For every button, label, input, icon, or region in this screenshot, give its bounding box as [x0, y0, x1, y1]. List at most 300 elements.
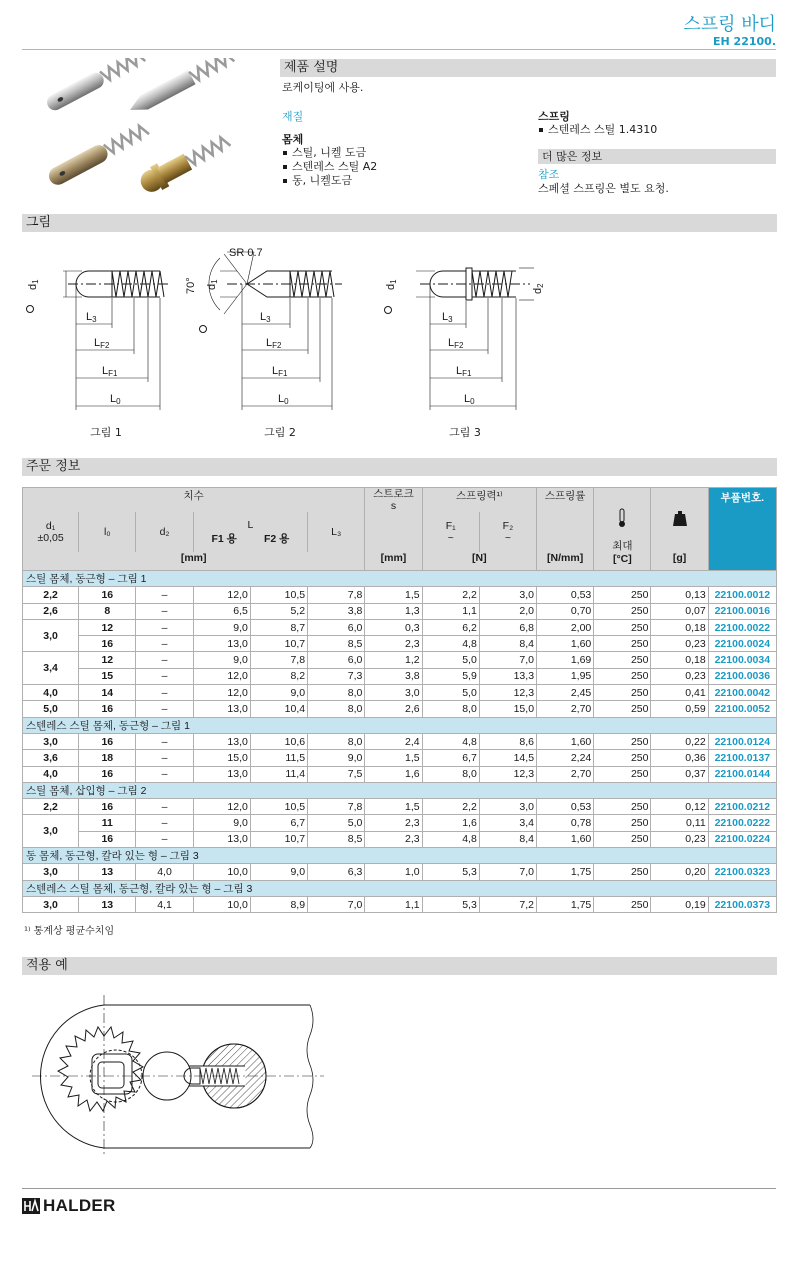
table-cell: 13	[79, 896, 136, 912]
group-title: 스틸 몸체, 동근형 – 그림 1	[23, 571, 777, 587]
table-cell: 0,41	[651, 685, 708, 701]
table-cell: 250	[594, 685, 651, 701]
table-cell: 8,0	[422, 701, 479, 717]
table-cell: 1,60	[537, 636, 594, 652]
table-cell: 10,5	[250, 799, 307, 815]
body-label: 몸체	[282, 133, 304, 146]
table-cell: 15,0	[193, 750, 250, 766]
table-cell: 5,3	[422, 896, 479, 912]
table-cell: 10,0	[193, 864, 250, 880]
svg-text:L3: L3	[442, 311, 453, 324]
part-number-cell[interactable]: 22100.0012	[708, 587, 776, 603]
table-cell: 5,0	[422, 685, 479, 701]
svg-text:LF2: LF2	[448, 337, 464, 350]
part-number-cell[interactable]: 22100.0022	[708, 619, 776, 635]
table-cell: 2,2	[23, 799, 79, 815]
table-cell: 2,0	[479, 603, 536, 619]
table-row	[23, 668, 777, 684]
halder-logo	[22, 1197, 116, 1215]
table-cell: 9,0	[308, 750, 365, 766]
rate-header: 스프링률	[537, 488, 594, 552]
table-cell: 10,4	[250, 701, 307, 717]
table-cell: –	[136, 668, 193, 684]
group-title: 스틸 몸체, 삽입형 – 그림 2	[23, 782, 777, 798]
table-cell: 5,0	[422, 652, 479, 668]
note-text: 스페셜 스프링은 별도 요청.	[538, 182, 669, 195]
svg-text:LF1: LF1	[456, 365, 472, 378]
part-number-cell[interactable]: 22100.0373	[708, 896, 776, 912]
table-row	[23, 766, 777, 782]
table-cell: 5,0	[23, 701, 79, 717]
table-cell: 0,70	[537, 603, 594, 619]
table-cell: 9,0	[250, 864, 307, 880]
table-cell: 12,3	[479, 766, 536, 782]
table-cell: 13,0	[193, 733, 250, 749]
table-cell: 250	[594, 733, 651, 749]
table-cell: 13,0	[193, 766, 250, 782]
table-cell: 3,8	[308, 603, 365, 619]
table-cell: 2,6	[365, 701, 422, 717]
group-title: 동 몸체, 동근형, 칼라 있는 형 – 그림 3	[23, 848, 777, 864]
table-cell: 250	[594, 896, 651, 912]
table-row	[23, 636, 777, 652]
table-cell: 3,6	[23, 750, 79, 766]
table-cell: 7,8	[308, 799, 365, 815]
table-cell: 2,3	[365, 636, 422, 652]
table-cell: –	[136, 685, 193, 701]
part-number-cell[interactable]: 22100.0024	[708, 636, 776, 652]
table-cell: 0,22	[651, 733, 708, 749]
table-cell: 6,7	[422, 750, 479, 766]
table-cell: 3,4	[23, 652, 79, 685]
table-cell: 250	[594, 652, 651, 668]
table-cell: 8,5	[308, 636, 365, 652]
table-cell: 1,75	[537, 864, 594, 880]
L-header: L F1 용 F2 용	[193, 512, 307, 552]
table-cell: 13,0	[193, 636, 250, 652]
list-item: 스틸, 니켈 도금	[282, 146, 377, 160]
table-cell: 8,4	[479, 831, 536, 847]
table-cell: 1,6	[422, 815, 479, 831]
table-cell: 250	[594, 603, 651, 619]
table-cell: 10,6	[250, 733, 307, 749]
table-cell: 16	[79, 587, 136, 603]
drawing-heading: 그림	[22, 214, 777, 232]
table-cell: 8,6	[479, 733, 536, 749]
table-cell: 1,5	[365, 750, 422, 766]
table-cell: 3,0	[23, 619, 79, 652]
table-cell: –	[136, 766, 193, 782]
svg-text:d1: d1	[385, 279, 398, 290]
footer-divider	[22, 1188, 776, 1189]
table-cell: 2,24	[537, 750, 594, 766]
table-cell: 7,5	[308, 766, 365, 782]
table-group-row	[23, 571, 777, 587]
svg-text:d1: d1	[27, 279, 40, 290]
table-cell: 3,0	[479, 799, 536, 815]
F2-header: F₂ ~	[479, 512, 536, 552]
table-cell: 0,53	[537, 587, 594, 603]
table-cell: 0,07	[651, 603, 708, 619]
table-cell: 7,8	[250, 652, 307, 668]
table-row	[23, 619, 777, 635]
table-cell: 0,18	[651, 619, 708, 635]
table-cell: 250	[594, 636, 651, 652]
table-cell: 8,0	[308, 701, 365, 717]
table-cell: 12,3	[479, 685, 536, 701]
table-row	[23, 587, 777, 603]
table-cell: 12,0	[193, 587, 250, 603]
table-cell: 0,11	[651, 815, 708, 831]
description-text: 로케이팅에 사용.	[282, 81, 364, 94]
table-cell: 16	[79, 636, 136, 652]
part-number-cell[interactable]: 22100.0124	[708, 733, 776, 749]
table-cell: 0,19	[651, 896, 708, 912]
table-cell: 10,5	[250, 587, 307, 603]
table-cell: 6,5	[193, 603, 250, 619]
list-item: 스텐레스 스틸 1.4310	[538, 123, 657, 137]
table-cell: 0,36	[651, 750, 708, 766]
table-cell: 1,2	[365, 652, 422, 668]
svg-text:LF1: LF1	[102, 365, 118, 378]
table-row	[23, 831, 777, 847]
table-row	[23, 733, 777, 749]
table-cell: 4,0	[136, 864, 193, 880]
table-group-row	[23, 848, 777, 864]
table-cell: 12	[79, 652, 136, 668]
svg-text:d1: d1	[206, 279, 219, 290]
part-number-cell[interactable]: 22100.0323	[708, 864, 776, 880]
table-cell: 1,95	[537, 668, 594, 684]
table-group-row	[23, 880, 777, 896]
weight-icon	[651, 488, 708, 552]
table-cell: 13	[79, 864, 136, 880]
product-photo	[30, 58, 260, 203]
table-cell: 2,70	[537, 701, 594, 717]
table-cell: 16	[79, 831, 136, 847]
table-cell: –	[136, 815, 193, 831]
table-cell: 250	[594, 831, 651, 847]
order-heading: 주문 정보	[22, 458, 777, 476]
stroke-header: 스트로크 s	[365, 488, 422, 552]
table-cell: 7,8	[308, 587, 365, 603]
table-cell: 2,3	[365, 831, 422, 847]
note-label: 참조	[538, 168, 560, 181]
table-cell: 8,5	[308, 831, 365, 847]
table-cell: 5,0	[308, 815, 365, 831]
unit-g: [g]	[651, 552, 708, 571]
application-drawing	[22, 990, 332, 1160]
table-group-row	[23, 782, 777, 798]
table-cell: 14,5	[479, 750, 536, 766]
table-cell: 10,7	[250, 831, 307, 847]
table-row	[23, 864, 777, 880]
table-cell: 15	[79, 668, 136, 684]
part-number-cell[interactable]: 22100.0212	[708, 799, 776, 815]
table-cell: 10,0	[193, 896, 250, 912]
table-cell: 13,0	[193, 701, 250, 717]
table-cell: 2,6	[23, 603, 79, 619]
table-cell: 6,3	[308, 864, 365, 880]
table-cell: 6,0	[308, 619, 365, 635]
table-cell: 16	[79, 766, 136, 782]
table-cell: 250	[594, 815, 651, 831]
more-info-heading: 더 많은 정보	[538, 149, 776, 164]
table-cell: 16	[79, 733, 136, 749]
body-material-list	[282, 146, 377, 188]
table-cell: 6,0	[308, 652, 365, 668]
table-cell: 250	[594, 619, 651, 635]
table-cell: 11	[79, 815, 136, 831]
part-number-cell[interactable]: 22100.0224	[708, 831, 776, 847]
table-cell: 6,2	[422, 619, 479, 635]
table-cell: 7,0	[479, 652, 536, 668]
order-table	[22, 487, 777, 913]
table-cell: 0,18	[651, 652, 708, 668]
page-title: 스프링 바디	[683, 14, 776, 35]
table-cell: 2,4	[365, 733, 422, 749]
table-cell: 0,23	[651, 668, 708, 684]
figure-2-drawing	[200, 252, 343, 410]
table-cell: 3,0	[23, 896, 79, 912]
table-cell: 0,59	[651, 701, 708, 717]
table-cell: 1,1	[422, 603, 479, 619]
figure-3-drawing	[385, 268, 535, 410]
table-cell: 8,9	[250, 896, 307, 912]
table-cell: 250	[594, 766, 651, 782]
svg-text:L0: L0	[110, 393, 121, 406]
table-cell: –	[136, 701, 193, 717]
unit-n: [N]	[422, 552, 536, 571]
table-cell: 1,69	[537, 652, 594, 668]
table-cell: –	[136, 799, 193, 815]
application-heading: 적용 예	[22, 957, 777, 975]
table-cell: 2,2	[422, 587, 479, 603]
table-cell: 250	[594, 668, 651, 684]
table-cell: 2,45	[537, 685, 594, 701]
table-cell: –	[136, 636, 193, 652]
header-divider	[22, 49, 776, 50]
table-cell: 6,8	[479, 619, 536, 635]
table-cell: 10,7	[250, 636, 307, 652]
svg-text:d2: d2	[532, 283, 545, 294]
table-cell: 250	[594, 587, 651, 603]
spring-label: 스프링	[538, 110, 570, 123]
table-cell: 1,60	[537, 733, 594, 749]
d1-header: d₁ ±0,05	[23, 512, 79, 552]
table-cell: 2,00	[537, 619, 594, 635]
table-cell: –	[136, 619, 193, 635]
table-row	[23, 750, 777, 766]
technical-drawings	[22, 238, 582, 438]
table-cell: 12	[79, 619, 136, 635]
unit-c: 최대 [°C]	[594, 552, 651, 571]
material-label: 재질	[282, 110, 304, 123]
table-cell: 0,23	[651, 831, 708, 847]
table-cell: 9,0	[193, 619, 250, 635]
svg-text:L3: L3	[86, 311, 97, 324]
force-header: 스프링력¹⁾	[422, 488, 536, 512]
table-cell: 5,9	[422, 668, 479, 684]
table-cell: 0,12	[651, 799, 708, 815]
group-title: 스텐레스 스틸 몸체, 동근형, 칼라 있는 형 – 그림 3	[23, 880, 777, 896]
svg-text:LF2: LF2	[266, 337, 282, 350]
part-number-cell[interactable]: 22100.0052	[708, 701, 776, 717]
table-cell: 8,7	[250, 619, 307, 635]
table-cell: 1,60	[537, 831, 594, 847]
table-cell: 7,0	[308, 896, 365, 912]
halder-logo-icon	[22, 1198, 40, 1214]
partno-header: 부품번호.	[708, 488, 776, 571]
table-cell: 250	[594, 864, 651, 880]
part-number-cell[interactable]: 22100.0137	[708, 750, 776, 766]
table-cell: 8,0	[422, 766, 479, 782]
table-cell: –	[136, 750, 193, 766]
table-cell: 2,2	[422, 799, 479, 815]
table-cell: 4,0	[23, 766, 79, 782]
table-cell: 1,5	[365, 799, 422, 815]
d2-header: d₂	[136, 512, 193, 552]
table-cell: 8	[79, 603, 136, 619]
table-cell: 2,70	[537, 766, 594, 782]
figure-3-caption: 그림 3	[449, 426, 481, 439]
table-cell: 9,0	[250, 685, 307, 701]
part-number-cell[interactable]: 22100.0222	[708, 815, 776, 831]
brand-name: HALDER	[43, 1196, 116, 1215]
table-cell: 15,0	[479, 701, 536, 717]
table-cell: 4,8	[422, 831, 479, 847]
table-cell: 8,0	[308, 733, 365, 749]
F1-header: F₁ ~	[422, 512, 479, 552]
table-cell: 3,0	[479, 587, 536, 603]
table-cell: 13,0	[193, 831, 250, 847]
table-cell: 5,2	[250, 603, 307, 619]
list-item: 스텐레스 스틸 A2	[282, 160, 377, 174]
table-cell: 12,0	[193, 668, 250, 684]
unit-mm-stroke: [mm]	[365, 552, 422, 571]
table-cell: –	[136, 587, 193, 603]
svg-text:SR 0.7: SR 0.7	[229, 247, 263, 259]
table-row	[23, 896, 777, 912]
table-cell: 16	[79, 701, 136, 717]
part-number-cell[interactable]: 22100.0036	[708, 668, 776, 684]
table-cell: 18	[79, 750, 136, 766]
svg-text:LF2: LF2	[94, 337, 110, 350]
table-row	[23, 603, 777, 619]
table-cell: 0,78	[537, 815, 594, 831]
table-cell: 7,3	[308, 668, 365, 684]
table-row	[23, 701, 777, 717]
svg-text:L0: L0	[464, 393, 475, 406]
table-cell: 11,4	[250, 766, 307, 782]
table-cell: 1,5	[365, 587, 422, 603]
unit-nmm: [N/mm]	[537, 552, 594, 571]
spring-material-list	[538, 123, 657, 137]
table-cell: 6,7	[250, 815, 307, 831]
product-code: EH 22100.	[713, 35, 776, 48]
table-cell: 11,5	[250, 750, 307, 766]
table-cell: –	[136, 652, 193, 668]
unit-mm: [mm]	[23, 552, 365, 571]
svg-text:LF1: LF1	[272, 365, 288, 378]
table-cell: 1,6	[365, 766, 422, 782]
table-cell: 4,0	[23, 685, 79, 701]
table-cell: 3,0	[365, 685, 422, 701]
table-cell: 0,23	[651, 636, 708, 652]
table-cell: 12,0	[193, 799, 250, 815]
table-cell: 1,75	[537, 896, 594, 912]
table-row	[23, 652, 777, 668]
table-cell: 3,4	[479, 815, 536, 831]
table-cell: 0,53	[537, 799, 594, 815]
table-cell: 16	[79, 799, 136, 815]
table-cell: 4,8	[422, 636, 479, 652]
table-cell: 1,3	[365, 603, 422, 619]
description-heading: 제품 설명	[280, 59, 776, 77]
table-cell: 0,20	[651, 864, 708, 880]
svg-text:L3: L3	[260, 311, 271, 324]
figure-1-caption: 그림 1	[90, 426, 122, 439]
part-number-cell[interactable]: 22100.0016	[708, 603, 776, 619]
table-cell: 3,0	[23, 815, 79, 848]
table-cell: 14	[79, 685, 136, 701]
footnote: ¹⁾ 통계상 평균수치임	[24, 926, 115, 937]
table-cell: 250	[594, 701, 651, 717]
part-number-cell[interactable]: 22100.0034	[708, 652, 776, 668]
table-cell: 2,3	[365, 815, 422, 831]
dims-header: 치수	[23, 488, 365, 512]
figure-2-caption: 그림 2	[264, 426, 296, 439]
table-cell: 4,1	[136, 896, 193, 912]
part-number-cell[interactable]: 22100.0042	[708, 685, 776, 701]
table-cell: 250	[594, 799, 651, 815]
table-cell: 8,4	[479, 636, 536, 652]
table-cell: 9,0	[193, 652, 250, 668]
table-cell: 4,8	[422, 733, 479, 749]
table-cell: 7,2	[479, 896, 536, 912]
table-cell: 3,0	[23, 733, 79, 749]
list-item: 동, 니켈도금	[282, 174, 377, 188]
L3-header: L₃	[308, 512, 365, 552]
svg-text:L0: L0	[278, 393, 289, 406]
table-cell: 2,2	[23, 587, 79, 603]
table-cell: –	[136, 733, 193, 749]
table-cell: 12,0	[193, 685, 250, 701]
table-cell: 250	[594, 750, 651, 766]
table-group-row	[23, 717, 777, 733]
table-cell: 7,0	[479, 864, 536, 880]
table-cell: 9,0	[193, 815, 250, 831]
group-title: 스텐레스 스틸 몸체, 동근형 – 그림 1	[23, 717, 777, 733]
table-row	[23, 685, 777, 701]
table-row	[23, 799, 777, 815]
table-cell: 8,0	[308, 685, 365, 701]
table-cell: 1,0	[365, 864, 422, 880]
table-cell: 0,3	[365, 619, 422, 635]
table-cell: 0,13	[651, 587, 708, 603]
table-cell: 0,37	[651, 766, 708, 782]
table-cell: 13,3	[479, 668, 536, 684]
table-cell: 1,1	[365, 896, 422, 912]
l0-header: l₀	[79, 512, 136, 552]
svg-text:70°: 70°	[185, 277, 197, 294]
part-number-cell[interactable]: 22100.0144	[708, 766, 776, 782]
table-cell: 5,3	[422, 864, 479, 880]
table-cell: 8,2	[250, 668, 307, 684]
table-cell: –	[136, 603, 193, 619]
table-cell: –	[136, 831, 193, 847]
table-row	[23, 815, 777, 831]
